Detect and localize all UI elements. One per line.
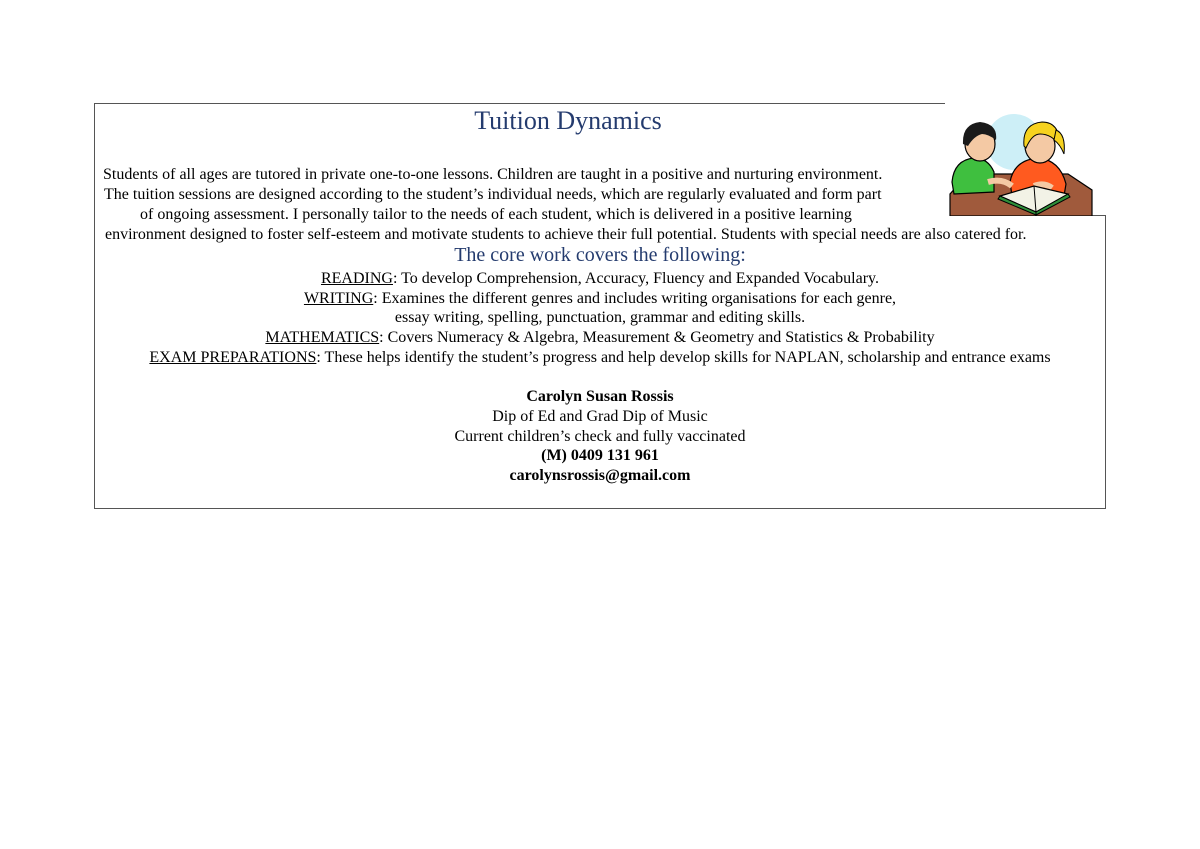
contact-qualifications: Dip of Ed and Grad Dip of Music xyxy=(492,408,708,425)
intro-line-1: Students of all ages are tutored in private one-to-one lessons. Children are taught in a positive and nurturing environment. xyxy=(103,166,883,183)
contact-name: Carolyn Susan Rossis xyxy=(526,388,674,405)
writing-label: WRITING xyxy=(303,290,374,307)
children-reading-book-icon xyxy=(948,112,1094,216)
reading-line xyxy=(94,269,1106,289)
reading-text: : To develop Comprehension, Accuracy, Fluency and Expanded Vocabulary. xyxy=(392,270,879,287)
writing-text: : Examines the different genres and includes writing organisations for each genre, xyxy=(373,290,897,307)
contact-checks: Current children’s check and fully vaccinated xyxy=(454,428,746,445)
mathematics-line xyxy=(94,328,1106,348)
core-heading: The core work covers the following: xyxy=(454,244,746,266)
writing-line-2: essay writing, spelling, punctuation, grammar and editing skills. xyxy=(394,309,806,326)
exam-line xyxy=(94,348,1106,368)
exam-text: : These helps identify the student’s progress and help develop skills for NAPLAN, scholarship and entrance exams xyxy=(316,349,1051,366)
contact-email: carolynsrossis@gmail.com xyxy=(509,467,691,484)
intro-line-3: of ongoing assessment. I personally tailor to the needs of each student, which is delivered in a positive learning xyxy=(140,206,852,223)
frame-border-notch xyxy=(1092,215,1106,216)
contact-phone: (M) 0409 131 961 xyxy=(541,447,659,464)
intro-line-4: environment designed to foster self-esteem and motivate students to achieve their full potential. Students with special needs are also catered for. xyxy=(105,226,1027,243)
mathematics-text: : Covers Numeracy & Algebra, Measurement & Geometry and Statistics & Probability xyxy=(379,329,935,346)
exam-label: EXAM PREPARATIONS xyxy=(149,349,317,366)
writing-line xyxy=(94,289,1106,309)
frame-border-bottom xyxy=(94,508,1106,509)
intro-line-2: The tuition sessions are designed according to the student’s individual needs, which are regularly evaluated and form part xyxy=(104,186,882,203)
reading-label: READING xyxy=(320,270,393,287)
mathematics-label: MATHEMATICS xyxy=(265,329,380,346)
page-title: Tuition Dynamics xyxy=(474,106,662,135)
